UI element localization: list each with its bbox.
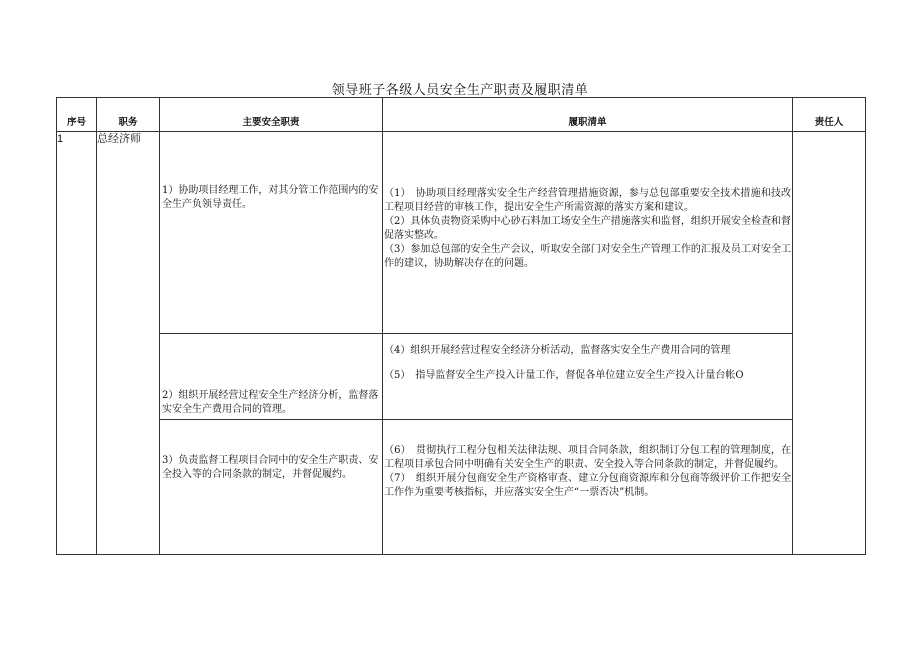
duty-table [56,97,866,555]
list-item-2: （2）具体负责物资采购中心砂石料加工场安全生产措施落实和监督，组织开展安全检查和督促落实整改。 [384,216,791,241]
row-number: 1 [57,132,97,555]
list-item-5: （5） 指导监督安全生产投入计量工作，督促各单位建立安全生产投入计量台帐O [384,370,744,381]
duty-1: 1）协助项目经理工作，对其分管工作范围内的安全生产负领导责任。 [162,185,379,210]
duty-3: 3）负责监督工程项目合同中的安全生产职责、安全投入等的合同条款的制定，并督促履约。 [162,455,379,480]
list-cell [383,334,793,420]
duty-2: 2）组织开展经营过程安全生产经济分析，监督落实安全生产费用合同的管理。 [162,390,379,415]
header-duty: 主要安全职责 [160,98,383,132]
list-item-6: （6） 贯彻执行工程分包相关法律法规、项目合同条款，组织制订分包工程的管理制度，在工程项目承包合同中明确有关安全生产的职责、安全投入等合同条款的制定，并督促履约。 [384,445,791,470]
header-row [57,98,866,132]
list-cell [383,420,793,555]
header-no: 序号 [57,98,97,132]
duty-cell [160,334,383,420]
list-item-3: （3）参加总包部的安全生产会议，听取安全部门对安全生产管理工作的汇报及员工对安全工作的建议，协助解决存在的问题。 [384,244,791,269]
duty-cell [160,132,383,334]
list-item-1: （1） 协助项目经理落实安全生产经营管理措施资源，参与总包部重要安全技术措施和技改工程项目经营的审核工作，提出安全生产所需资源的落实方案和建议。 [384,188,791,213]
list-cell [383,132,793,334]
header-position: 职务 [97,98,160,132]
responsible-person-cell [793,132,866,555]
document-title: 领导班子各级人员安全生产职责及履职清单 [331,83,589,98]
table-row [57,334,866,420]
list-item-4: （4）组织开展经营过程安全经济分析活动，监督落实安全生产费用合同的管理 [384,345,731,356]
header-person: 责任人 [793,98,866,132]
table-row [57,420,866,555]
list-item-7: （7） 组织开展分包商安全生产资格审查、建立分包商资源库和分包商等级评价工作把安全工作作为重要考核指标，并应落实安全生产“一票否决”机制。 [384,473,791,498]
table-row [57,132,866,334]
position-cell: 总经济师 [97,132,160,555]
header-list: 履职清单 [383,98,793,132]
duty-cell [160,420,383,555]
